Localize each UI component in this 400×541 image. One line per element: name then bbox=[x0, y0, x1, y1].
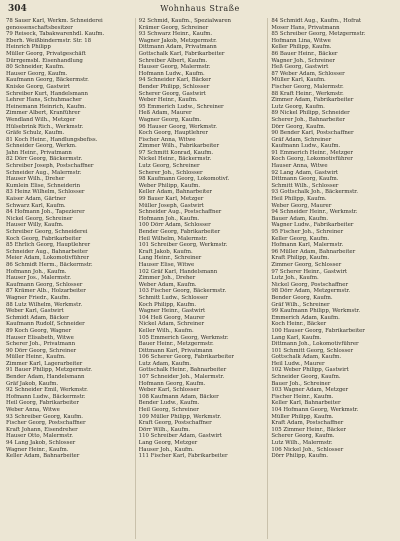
directory-entry: Schreiber Joseph, Postschaffner bbox=[6, 163, 94, 170]
directory-entry: Hauser Wilh., Dreher bbox=[6, 176, 65, 183]
directory-entry: Dittmann Karl, Privatmann bbox=[138, 347, 213, 354]
directory-entry: Keller Adam, Bahnarbeiter bbox=[138, 189, 212, 196]
directory-entry: Hofmann Georg, Kaufm. bbox=[138, 380, 206, 387]
directory-entry: 101 Schmitt Georg, Schlosser bbox=[271, 347, 354, 354]
directory-entry: Koch Philipp, Kaufm. bbox=[138, 301, 197, 308]
directory-entry: Zimmer Georg, Schlosser bbox=[271, 261, 342, 268]
directory-entry: Müller Heinr., Kaufm. bbox=[6, 354, 66, 361]
directory-entry: Gottschalk Adam, Kaufm. bbox=[271, 354, 342, 361]
directory-entry: 109 Müller Philipp, Werkmstr. bbox=[138, 413, 222, 420]
directory-entry: Lehrer Hans, Schuhmacher bbox=[6, 97, 82, 104]
directory-entry: Kraft Jakob, Kaufm. bbox=[138, 248, 193, 255]
directory-entry: Hofmann Ludw., Bäckermstr. bbox=[6, 393, 86, 400]
directory-entry: 96 Müller Adam, Bahnarbeiter bbox=[271, 248, 356, 255]
directory-entry: 92 Schneider Emil, Werkmstr. bbox=[6, 387, 88, 394]
directory-entry: Zimmer Karl, Lagerarbeiter bbox=[6, 360, 83, 367]
directory-entry: Weber Heinr., Kaufm. bbox=[138, 97, 198, 104]
directory-entry: Scherer Joh., Bahnarbeiter bbox=[271, 116, 346, 123]
directory-entry: Zimmer Wilh., Fabrikarbeiter bbox=[138, 143, 220, 150]
directory-entry: Zimmer Adam, Fabrikarbeiter bbox=[271, 97, 354, 104]
directory-entry: Lang Karl, Kaufm. bbox=[271, 334, 322, 341]
directory-entry: 95 Emmerich Ludw., Schreiner bbox=[138, 103, 224, 110]
directory-entry: Zimmer Albert, Kranführer bbox=[6, 110, 81, 117]
directory-entry: Wagner Georg, Kaufm. bbox=[138, 116, 202, 123]
directory-entry: Zimmer Joh., Dreher bbox=[138, 275, 196, 282]
directory-entry: Heß Georg, Gastwirt bbox=[271, 64, 329, 71]
directory-entry: Hofmann Karl, Malermstr. bbox=[271, 242, 344, 249]
directory-entry: 105 Emmerich Georg, Werkmstr. bbox=[138, 334, 229, 341]
directory-entry: Dörr Wilh., Kaufm. bbox=[138, 426, 191, 433]
directory-entry: 94 Schneider Heinr., Werkmstr. bbox=[271, 209, 358, 216]
directory-entry: Fischer Georg, Postschaffner bbox=[6, 420, 86, 427]
directory-entry: Dörr Philipp, Kaufm. bbox=[271, 453, 328, 460]
directory-entry: Koch Georg, Fabrikarbeiter bbox=[6, 235, 82, 242]
directory-entry: Bauer Joh., Schreiner bbox=[271, 380, 331, 387]
directory-entry: Gottschalk Karl, Fabrikarbeiter bbox=[138, 50, 225, 57]
directory-entry: Lutz Adam, Kaufm. bbox=[138, 360, 192, 367]
directory-entry: 108 Kaufmann Adam, Bäcker bbox=[138, 393, 219, 400]
directory-entry: Kaufmann Rudolf, Schneider bbox=[6, 321, 85, 328]
directory-entry: Koch Georg, Lokomotivführer bbox=[271, 156, 353, 163]
directory-entry: Schreiber Georg, Schneiderei bbox=[6, 229, 88, 235]
directory-entry: 89 Koch Georg, Wagner bbox=[6, 327, 72, 334]
directory-entry: Scherer Georg, Gastwirt bbox=[138, 90, 206, 97]
directory-entry: 101 Schreiber Georg, Werkmstr. bbox=[138, 242, 228, 249]
directory-entry: Hülsebrink Rich., Werkmstr. bbox=[6, 123, 84, 130]
directory-entry: Hauser Georg, Kaufm. bbox=[6, 70, 68, 77]
directory-entry: Scherer Joh., Privatmann bbox=[6, 341, 76, 348]
directory-entry: Heß Adam, Maurer bbox=[138, 110, 192, 117]
directory-entry: 97 Schmitt Konrad, Kaufm. bbox=[138, 149, 214, 156]
directory-entry: 96 Hauser Georg, Werkmstr. bbox=[138, 123, 217, 130]
directory-entry: Heil Philipp, Kaufm. bbox=[271, 196, 327, 203]
directory-entry: 100 Hauser Georg, Fabrikarbeiter bbox=[271, 327, 365, 334]
directory-entry: Lutz Joh., Kaufm. bbox=[271, 275, 319, 282]
directory-entry: 87 Weber Adam, Schlosser bbox=[271, 70, 345, 77]
directory-entry: Weber Anna, Witwe bbox=[6, 407, 60, 414]
directory-entry: Emmerich Adam, Kaufm. bbox=[271, 314, 340, 321]
directory-entry: 92 Lang Adam, Gastwirt bbox=[271, 169, 338, 176]
directory-entry: 90 Dörr Georg, Schreiner bbox=[6, 347, 77, 354]
directory-entry: Kaufmann Georg, Schlosser bbox=[6, 281, 83, 288]
directory-entry: 106 Scherer Georg, Fabrikarbeiter bbox=[138, 354, 234, 361]
page-header bbox=[6, 4, 394, 16]
directory-entry: Meier Adam, Lokomotivführer bbox=[6, 255, 89, 262]
directory-entry: Bauer Adam, Kaufm. bbox=[271, 215, 329, 222]
directory-entry: 86 Schmidt Herm., Bäckermstr. bbox=[6, 261, 93, 268]
directory-entry: 91 Emmerich Heinr., Metzger bbox=[271, 149, 353, 156]
directory-entry: Dürrgemsbl. Eisenhandlung bbox=[6, 57, 83, 64]
directory-entry: Kraft Adam, Postschaffner bbox=[271, 420, 344, 427]
directory-entry: 110 Schreiber Adam, Gastwirt bbox=[138, 433, 222, 440]
directory-entry: Keller Georg, Kaufm. bbox=[271, 235, 330, 242]
directory-entry: 84 Hofmann Joh., Tapezierer bbox=[6, 209, 85, 216]
directory-entry: Keller Karl, Bahnarbeiter bbox=[271, 400, 341, 407]
directory-entry: Heinrich Philipp bbox=[6, 44, 51, 51]
directory-entry: Kaiser Adam, Gärtner bbox=[6, 196, 66, 203]
directory-entry: Bender Georg, Fabrikarbeiter bbox=[138, 229, 221, 235]
directory-entry: Wagner Jakob, Metzgermstr. bbox=[138, 37, 217, 44]
directory-entry: Schneider Aug., Malermstr. bbox=[6, 169, 82, 176]
directory-entry: Kaufmann Ludw., Kaufm. bbox=[271, 143, 341, 150]
directory-entry: 99 Bauer Karl, Metzger bbox=[138, 196, 204, 203]
directory-entry: Schmidt Adam, Bäcker bbox=[6, 314, 69, 321]
directory-entry: Schreiber Albert, Kaufm. bbox=[138, 57, 208, 64]
directory-entry: Weber Karl, Gastwirt bbox=[6, 308, 64, 315]
directory-entry: 86 Bauer Heinr., Bäcker bbox=[271, 50, 338, 57]
directory-entry: Koch Heinr., Bäcker bbox=[271, 321, 327, 328]
directory-entry: Schneider Aug., Bahnarbeiter bbox=[6, 248, 88, 255]
directory-entry: Wendland Wilh., Metzger bbox=[6, 116, 76, 123]
directory-entry: 88 Lutz Wilhelm, Werkmstr. bbox=[6, 301, 83, 308]
directory-entry: Müller Joseph, Gastwirt bbox=[138, 202, 204, 209]
directory-entry: Bender Ludw., Kaufm. bbox=[138, 400, 200, 407]
directory-entry: Gräf Jakob, Kaufm. bbox=[6, 380, 59, 387]
directory-entry: Keller Philipp, Kaufm. bbox=[271, 44, 332, 51]
directory-entry: 100 Dörr Adam, Schlosser bbox=[138, 222, 211, 229]
directory-entry: Hofmann Joh., Kaufm. bbox=[6, 268, 67, 275]
directory-entry: 102 Gräf Karl, Handelsmann bbox=[138, 268, 218, 275]
directory-entry: Wagner Ludw., Fabrikarbeiter bbox=[271, 222, 354, 229]
directory-entry: 84 Schmidt Aug., Kaufm., Hofrat bbox=[271, 18, 362, 24]
directory-entry: 88 Kraft Heinr., Werkmstr. bbox=[271, 90, 344, 97]
directory-entry: 105 Zimmer Heinr., Bäcker bbox=[271, 426, 346, 433]
directory-entry: Fischer Georg, Malermstr. bbox=[271, 83, 344, 90]
directory-entry: 111 Fischer Karl, Fabrikarbeiter bbox=[138, 453, 228, 460]
directory-entry: Wagner Heinr., Kaufm. bbox=[6, 446, 69, 453]
directory-entry: 95 Fischer Joh., Schreiner bbox=[271, 229, 344, 235]
directory-entry: 83 Heinz Wilhelm, Schlosser bbox=[6, 189, 85, 196]
directory-entry: 87 Krämer Alb., Holzarbeiter bbox=[6, 288, 86, 295]
directory-entry: Kumlein Elise, Schneiderin bbox=[6, 182, 81, 189]
directory-entry: 104 Hofmann Georg, Werkmstr. bbox=[271, 407, 359, 414]
directory-entry: Lutz Wilh., Malermstr. bbox=[271, 440, 333, 446]
directory-entry: Weber Adam, Kaufm. bbox=[138, 281, 197, 288]
directory-entry: Keller Wilh., Kaufm. bbox=[138, 327, 194, 334]
directory-entry: 94 Lang Jakob, Schlosser bbox=[6, 440, 76, 446]
directory-entry: Schneider Georg, Kaufm. bbox=[271, 374, 341, 381]
directory-entry: 81 Koch Heinr., Handlungsbefiss. bbox=[6, 136, 98, 143]
directory-entry: Heil Georg, Schreiner bbox=[138, 407, 199, 414]
column-left bbox=[6, 18, 129, 539]
directory-entry: Bender Georg, Kaufm. bbox=[271, 294, 333, 301]
directory-entry: Nickel Georg, Postschaffner bbox=[271, 281, 349, 288]
directory-entry: Jahn Heinr., Privatmann bbox=[6, 149, 72, 156]
directory-entry: Moser Hans, Privatmann bbox=[271, 24, 340, 31]
directory-entry: Krämer Georg, Schreiner bbox=[138, 24, 209, 31]
directory-entry: Keller Adam, Bahnarbeiter bbox=[6, 453, 80, 460]
directory-entry: Wagner Heinr., Gastwirt bbox=[138, 308, 206, 315]
directory-entry: Hauser Otto, Malermstr. bbox=[6, 433, 74, 440]
directory-entry: Dörr Georg, Kaufm. bbox=[271, 123, 326, 130]
directory-entry: Hauser Elisabeth, Witwe bbox=[6, 334, 74, 341]
directory-entry: Kniske Georg, Gastwirt bbox=[6, 83, 70, 90]
directory-entry: 91 Bauer Philipp, Metzgermstr. bbox=[6, 367, 92, 374]
directory-entry: 94 Schneider Karl, Bäcker bbox=[138, 77, 211, 84]
directory-entry: 89 Nickel Philipp, Schneider bbox=[271, 110, 350, 117]
directory-entry: Bender Philipp, Schlosser bbox=[138, 83, 210, 90]
directory-entry: Schmitt Wilh., Schlosser bbox=[271, 182, 339, 189]
directory-entry: Hofmann Lina, Witwe bbox=[271, 37, 331, 44]
directory-entry: Schmitt Ludw., Schlosser bbox=[138, 294, 208, 301]
directory-entry: Hauser Joh., Kaufm. bbox=[138, 446, 194, 453]
directory-entry: genossenschaftsbesitzer bbox=[6, 24, 73, 31]
directory-entry: 97 Scherer Heinr., Gastwirt bbox=[271, 268, 348, 275]
directory-entry: Lutz Georg, Schreiner bbox=[138, 163, 200, 170]
directory-entry: Hofmann Joh., Kaufm. bbox=[138, 215, 200, 222]
column-middle bbox=[135, 18, 262, 539]
directory-entry: Hauser Georg, Malermstr. bbox=[138, 64, 211, 71]
directory-entry: Schneider Aug., Postschaffner bbox=[138, 209, 222, 216]
directory-entry: Kraft Johann, Eisendreher bbox=[6, 426, 78, 433]
directory-entry: Nickel Heinr., Bäckermstr. bbox=[138, 156, 212, 163]
directory-entry: Weber Karl, Schlosser bbox=[138, 387, 200, 394]
directory-entry: 98 Dörr Adam, Metzgermstr. bbox=[271, 288, 351, 295]
directory-entry: 98 Kaufmann Georg, Lokomotivf. bbox=[138, 176, 230, 183]
directory-entry: Müller Georg, Privatgeschäft bbox=[6, 50, 86, 57]
directory-entry: Scherer Joh., Schlosser bbox=[138, 169, 203, 176]
directory-entry: 93 Gottschalk Joh., Bäckermstr. bbox=[271, 189, 358, 196]
directory-entry: Wagner Friedr., Kaufm. bbox=[6, 294, 71, 301]
directory-entry: Eberh. Weißbindermstr. Str. 18 bbox=[6, 37, 92, 44]
directory-entry: Schwarz Karl, Kaufm. bbox=[6, 202, 66, 209]
directory-entry: 92 Schmid, Kaufm., Spezialwaren bbox=[138, 18, 232, 24]
directory-entry: Wagner Joh., Schreiner bbox=[271, 57, 335, 64]
directory-entry: 99 Kaufmann Philipp, Werkmstr. bbox=[271, 308, 361, 315]
page-number: 304 bbox=[8, 4, 27, 14]
directory-entry: Koch Georg, Hauptlehrer bbox=[138, 130, 208, 137]
directory-entry: 78 Sauer Karl, Werkm. Schneiderei bbox=[6, 18, 103, 24]
directory-entry: 79 Reiseck, Tabakwarenhdl. Kaufm. bbox=[6, 31, 105, 38]
directory-entry: Fischer Anna, Witwe bbox=[138, 136, 196, 143]
directory-entry: Fischer Heinr., Kaufm. bbox=[271, 393, 334, 400]
running-title: Wohnhaus Straße bbox=[160, 4, 240, 13]
directory-entry: Dittmann Joh., Lokomotivführer bbox=[271, 341, 359, 348]
directory-entry: Lang Georg, Metzger bbox=[138, 440, 198, 446]
directory-entry: Weber Georg, Maurer bbox=[271, 202, 332, 209]
directory-entry: 80 Schneider, Kaufm. bbox=[6, 64, 65, 71]
directory-entry: Heil Wilhelm, Malermstr. bbox=[138, 235, 208, 242]
directory-entry: Hauser Willy, Kaufm. bbox=[6, 222, 64, 229]
directory-columns bbox=[6, 18, 394, 539]
directory-entry: Müller Philipp, Kaufm. bbox=[271, 413, 334, 420]
directory-entry: 106 Nickel Joh., Schlosser bbox=[271, 446, 344, 453]
directory-entry: 103 Wagner Adam, Metzger bbox=[271, 387, 349, 394]
directory-entry: 93 Schreiber Georg, Kaufm. bbox=[6, 413, 83, 420]
directory-entry: 102 Weber Philipp, Gastwirt bbox=[271, 367, 349, 374]
directory-entry: Gräf Wilh., Schreiner bbox=[271, 301, 330, 308]
directory-entry: 85 Schreiber Georg, Metzgermstr. bbox=[271, 31, 366, 38]
directory-entry: Schneider Georg, Werkm. bbox=[6, 143, 77, 150]
directory-entry: Schreiber Kurt, Handelsmann bbox=[6, 90, 88, 97]
directory-entry: Weber Philipp, Kaufm. bbox=[138, 182, 201, 189]
directory-entry: Hauser Anna, Witwe bbox=[271, 163, 328, 170]
directory-entry: 104 Heß Georg, Maurer bbox=[138, 314, 205, 321]
directory-entry: Hauser Elise, Witwe bbox=[138, 261, 195, 268]
directory-entry: 90 Bender Karl, Postschaffner bbox=[271, 130, 354, 137]
directory-entry: Heinemann Heinrich, Kaufm. bbox=[6, 103, 87, 110]
directory-entry: Dittmann Adam, Privatmann bbox=[138, 44, 217, 51]
directory-entry: Bender Adam, Handelsmann bbox=[6, 374, 85, 381]
directory-entry: Kraft Georg, Postschaffner bbox=[138, 420, 212, 427]
directory-entry: Müller Karl, Kaufm. bbox=[271, 77, 326, 84]
directory-entry: Heil Georg, Fabrikarbeiter bbox=[6, 400, 79, 407]
directory-entry: 107 Schneider Joh., Malermstr. bbox=[138, 374, 225, 381]
directory-entry: Nickel Adam, Schreiner bbox=[138, 321, 205, 328]
directory-entry: 93 Schwarz Heinr., Kaufm. bbox=[138, 31, 213, 38]
directory-entry: Hauser Jos., Malermstr. bbox=[6, 275, 71, 282]
directory-entry: Heil Ludw., Maurer bbox=[271, 360, 325, 367]
directory-entry: Kaufmann Georg, Bäckermstr. bbox=[6, 77, 89, 84]
directory-entry: Dittmann Georg, Kaufm. bbox=[271, 176, 339, 183]
directory-entry: 85 Ehrlich Georg, Hauptlehrer bbox=[6, 242, 91, 249]
directory-entry: Gräfe Schulz, Kaufm. bbox=[6, 130, 65, 137]
directory-entry: Lutz Georg, Kaufm. bbox=[271, 103, 325, 110]
directory-entry: Gräf Adam, Schreiner bbox=[271, 136, 332, 143]
directory-entry: Nickel Georg, Schreiner bbox=[6, 215, 73, 222]
directory-entry: 82 Dörr Georg, Bäckermstr. bbox=[6, 156, 83, 163]
directory-entry: Scherer Georg, Kaufm. bbox=[271, 433, 335, 440]
directory-entry: Lang Heinr., Schreiner bbox=[138, 255, 202, 262]
directory-entry: Hofmann Ludw., Kaufm. bbox=[138, 70, 205, 77]
directory-entry: Gottschalk Heinr., Bahnarbeiter bbox=[138, 367, 227, 374]
column-right bbox=[267, 18, 394, 539]
directory-entry: Bauer Heinr., Metzgermstr. bbox=[138, 341, 214, 348]
directory-entry: Kraft Philipp, Kaufm. bbox=[271, 255, 330, 262]
directory-entry: 103 Fischer Georg, Bäckermstr. bbox=[138, 288, 227, 295]
